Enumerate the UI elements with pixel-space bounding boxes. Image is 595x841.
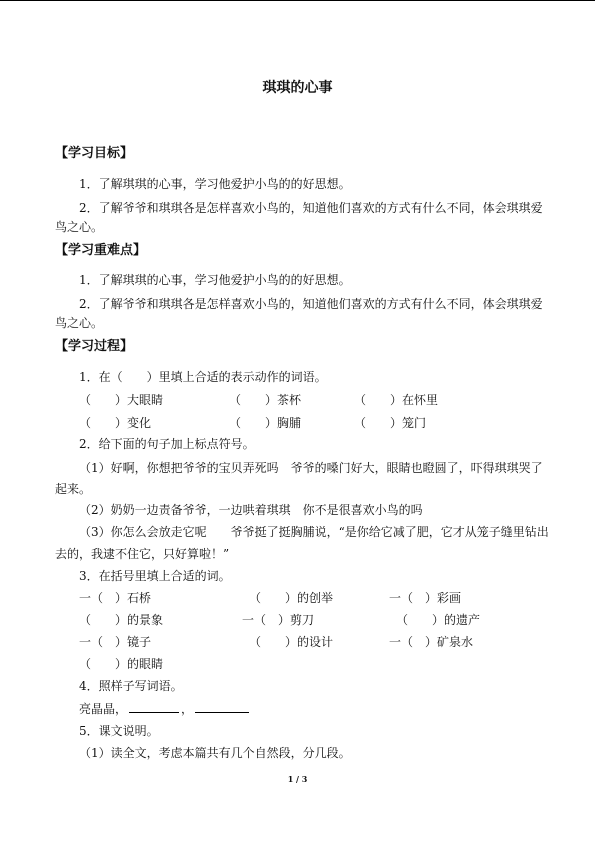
question-1-title: 1．在（ ）里填上合适的表示动作的词语。 — [79, 370, 327, 384]
q1-cell: （ ）在怀里 — [354, 393, 439, 407]
keypoint-item: 2．了解爷爷和琪琪各是怎样喜欢小鸟的，知道他们喜欢的方式有什么不同，体会琪琪爱 — [79, 297, 543, 311]
q2-line: 起来。 — [55, 482, 92, 496]
q1-cell: （ ）大眼睛 — [79, 393, 164, 407]
goal-item: 2．了解爷爷和琪琪各是怎样喜欢小鸟的，知道他们喜欢的方式有什么不同，体会琪琪爱 — [79, 201, 543, 215]
q2-line: （1）好啊，你想把爷爷的宝贝弄死吗 爷爷的嗓门好大，眼睛也瞪圆了，吓得琪琪哭了 — [79, 461, 543, 475]
goal-item-continued: 鸟之心。 — [55, 220, 104, 234]
q3-cell: （ ）的创举 — [249, 591, 334, 605]
q1-cell: （ ）茶杯 — [229, 393, 302, 407]
q1-cell: （ ）胸脯 — [229, 416, 302, 430]
question-3-title: 3．在括号里填上合适的词。 — [79, 569, 231, 583]
q4-example-line — [79, 702, 251, 716]
q1-cell: （ ）笼门 — [354, 416, 427, 430]
q4-example: 亮晶晶， — [79, 702, 128, 716]
keypoint-item: 1．了解琪琪的心事，学习他爱护小鸟的的好思想。 — [79, 273, 351, 287]
section-heading-goals: 【学习目标】 — [55, 146, 134, 161]
q3-cell: 一（ ）镜子 — [79, 635, 152, 649]
q3-cell: 一（ ）剪刀 — [242, 613, 315, 627]
q3-cell: 一（ ）矿泉水 — [389, 635, 474, 649]
question-2-title: 2．给下面的句子加上标点符号。 — [79, 437, 255, 451]
answer-blank[interactable] — [129, 702, 179, 713]
q3-cell: （ ）的眼睛 — [79, 657, 164, 671]
q3-cell: 一（ ）彩画 — [389, 591, 462, 605]
goal-item: 1．了解琪琪的心事，学习他爱护小鸟的的好思想。 — [79, 177, 351, 191]
top-rule — [0, 0, 595, 1]
q2-line: 去的，我逮不住它，只好算啦！” — [55, 547, 230, 561]
keypoint-item-continued: 鸟之心。 — [55, 316, 104, 330]
q3-cell: 一（ ）石桥 — [79, 591, 152, 605]
answer-blank[interactable] — [195, 702, 249, 713]
q3-cell: （ ）的景象 — [79, 613, 164, 627]
q1-cell: （ ）变化 — [79, 416, 152, 430]
section-heading-keypoints: 【学习重难点】 — [55, 243, 147, 258]
question-5-title: 5．课文说明。 — [79, 724, 159, 738]
q3-cell: （ ）的遗产 — [396, 613, 481, 627]
q4-separator: ， — [181, 702, 194, 716]
question-4-title: 4．照样子写词语。 — [79, 679, 183, 693]
page-number: 1 / 3 — [287, 774, 308, 784]
page-title: 琪琪的心事 — [262, 80, 333, 96]
q3-cell: （ ）的设计 — [249, 635, 334, 649]
q2-line: （3）你怎么会放走它呢 爷爷挺了挺胸脯说，“是你给它减了肥，它才从笼子缝里钻出 — [79, 525, 549, 539]
q5-line: （1）读全文，考虑本篇共有几个自然段，分几段。 — [79, 746, 351, 760]
section-heading-process: 【学习过程】 — [55, 339, 134, 354]
q2-line: （2）奶奶一边责备爷爷，一边哄着琪琪 你不是很喜欢小鸟的吗 — [79, 503, 423, 517]
